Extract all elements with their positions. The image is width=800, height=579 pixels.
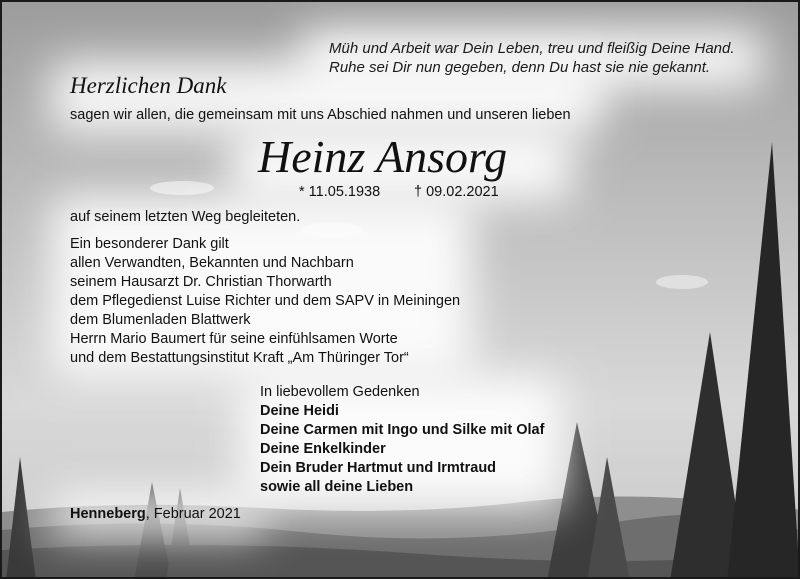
heading-herzlichen-dank: Herzlichen Dank	[70, 73, 227, 98]
thanks-line: allen Verwandten, Bekannten und Nachbarn	[70, 255, 354, 271]
verse-line-2: Ruhe sei Dir nun gegeben, denn Du hast sie nie gekannt.	[329, 59, 711, 76]
memorial-name: sowie all deine Lieben	[260, 479, 414, 495]
thanks-line: seinem Hausarzt Dr. Christian Thorwarth	[70, 274, 332, 290]
deceased-name: Heinz Ansorg	[258, 131, 508, 182]
thanks-line: Herrn Mario Baumert für seine einfühlsamen Worte	[70, 331, 398, 347]
place: Henneberg	[70, 506, 146, 522]
memorial-intro: In liebevollem Gedenken	[260, 384, 420, 400]
date: , Februar 2021	[145, 506, 241, 522]
place-date	[70, 505, 241, 524]
thanks-line: und dem Bestattungsinstitut Kraft „Am Thüringer Tor“	[70, 350, 409, 366]
after-name-text: auf seinem letzten Weg begleiteten.	[70, 209, 301, 225]
memorial-name: Deine Heidi	[260, 403, 339, 419]
thanks-line: dem Pflegedienst Luise Richter und dem SAPV in Meiningen	[70, 293, 461, 309]
memorial-name: Deine Enkelkinder	[260, 441, 386, 457]
thanks-line: dem Blumenladen Blattwerk	[70, 312, 251, 328]
death-date: † 09.02.2021	[414, 184, 499, 200]
birth-date: * 11.05.1938	[299, 184, 381, 200]
memorial-name: Deine Carmen mit Ingo und Silke mit Olaf	[260, 422, 545, 438]
intro-text: sagen wir allen, die gemeinsam mit uns Abschied nahmen und unseren lieben	[70, 107, 571, 123]
memorial-name: Dein Bruder Hartmut und Irmtraud	[260, 460, 497, 476]
verse-line-1: Müh und Arbeit war Dein Leben, treu und fleißig Deine Hand.	[329, 40, 735, 57]
thanks-line: Ein besonderer Dank gilt	[70, 236, 229, 252]
